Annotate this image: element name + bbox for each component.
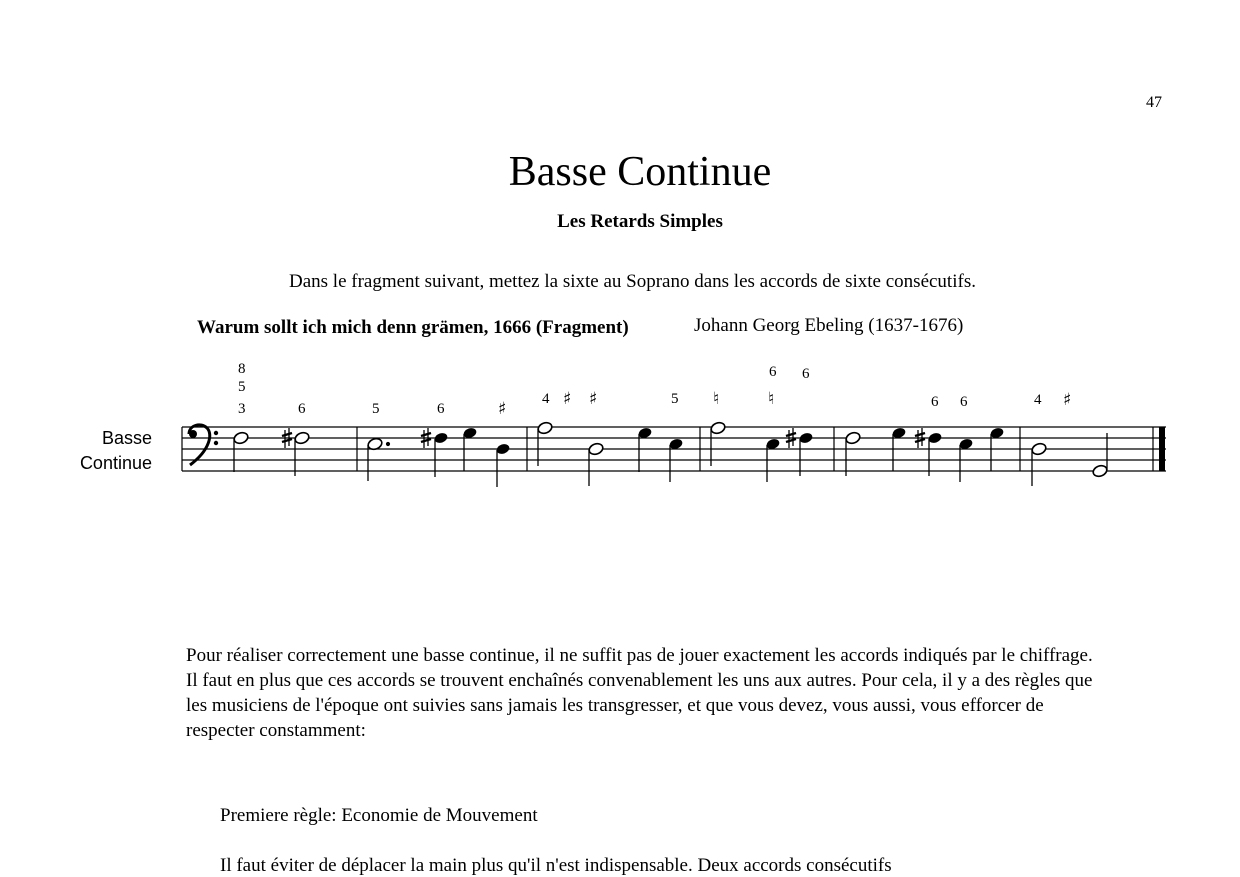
figure: 3: [238, 401, 246, 417]
note: [367, 437, 390, 481]
note: [710, 421, 727, 466]
figure: 8: [238, 361, 246, 377]
music-score: [0, 340, 1240, 500]
figure: 6: [298, 401, 306, 417]
body-paragraph: Pour réaliser correctement une basse continue, il ne suffit pas de jouer exactement les accords indiqués par le chiffrage. Il faut en plus que ces accords se trouvent enchaînés convenablement les uns aux autres. Pour cela, il y a des règles que les musiciens de l'époque ont suivies sans jamais les transgresser, et que vous devez, vous aussi, vous efforcer de respecter constamment:: [186, 645, 1093, 741]
final-barline: [1159, 427, 1165, 471]
piece-title: Warum sollt ich mich denn grämen, 1666 (Fragment): [197, 317, 629, 338]
note: [537, 421, 554, 466]
rule-heading: Premiere règle: Economie de Mouvement: [220, 805, 538, 826]
page-title: Basse Continue: [508, 149, 772, 195]
note: [588, 442, 605, 486]
note: [233, 431, 250, 472]
exercise-instruction: Dans le fragment suivant, mettez la sixte au Soprano dans les accords de sixte consécutifs.: [289, 271, 976, 292]
figure: 6: [960, 394, 968, 410]
page-subtitle: Les Retards Simples: [557, 211, 723, 232]
figure: 4: [542, 391, 550, 407]
note: [845, 431, 862, 476]
composer-credit: Johann Georg Ebeling (1637-1676): [694, 315, 964, 336]
figure: 5: [372, 401, 380, 417]
rule-text: Il faut éviter de déplacer la main plus qu'il n'est indispensable. Deux accords consécutifs: [220, 855, 892, 876]
note: [798, 431, 813, 476]
notes: [233, 421, 1109, 487]
note: [1031, 442, 1048, 486]
figure: 6: [769, 364, 777, 380]
staff-label-continue: Continue: [79, 453, 152, 473]
note: [294, 431, 311, 476]
figure: ♯: [1063, 390, 1072, 410]
figure: ♯: [498, 399, 507, 419]
bass-clef-icon: [189, 425, 218, 465]
figure: 5: [238, 379, 246, 395]
figure: 6: [802, 366, 810, 382]
figure: 5: [671, 391, 679, 407]
figure: ♯: [563, 389, 572, 409]
staff-lines: [182, 427, 1166, 471]
figure: ♯: [589, 389, 598, 409]
staff-label-basse: Basse: [101, 428, 152, 448]
note: [927, 431, 942, 476]
figure: 4: [1034, 392, 1042, 408]
note: [433, 431, 448, 477]
note: [495, 442, 510, 487]
note: [1092, 433, 1109, 478]
figure: 6: [931, 394, 939, 410]
figure: ♮: [768, 389, 775, 409]
figured-bass: [238, 361, 1071, 419]
page-number: 47: [1146, 94, 1162, 111]
figure: ♮: [713, 389, 720, 409]
figure: 6: [437, 401, 445, 417]
